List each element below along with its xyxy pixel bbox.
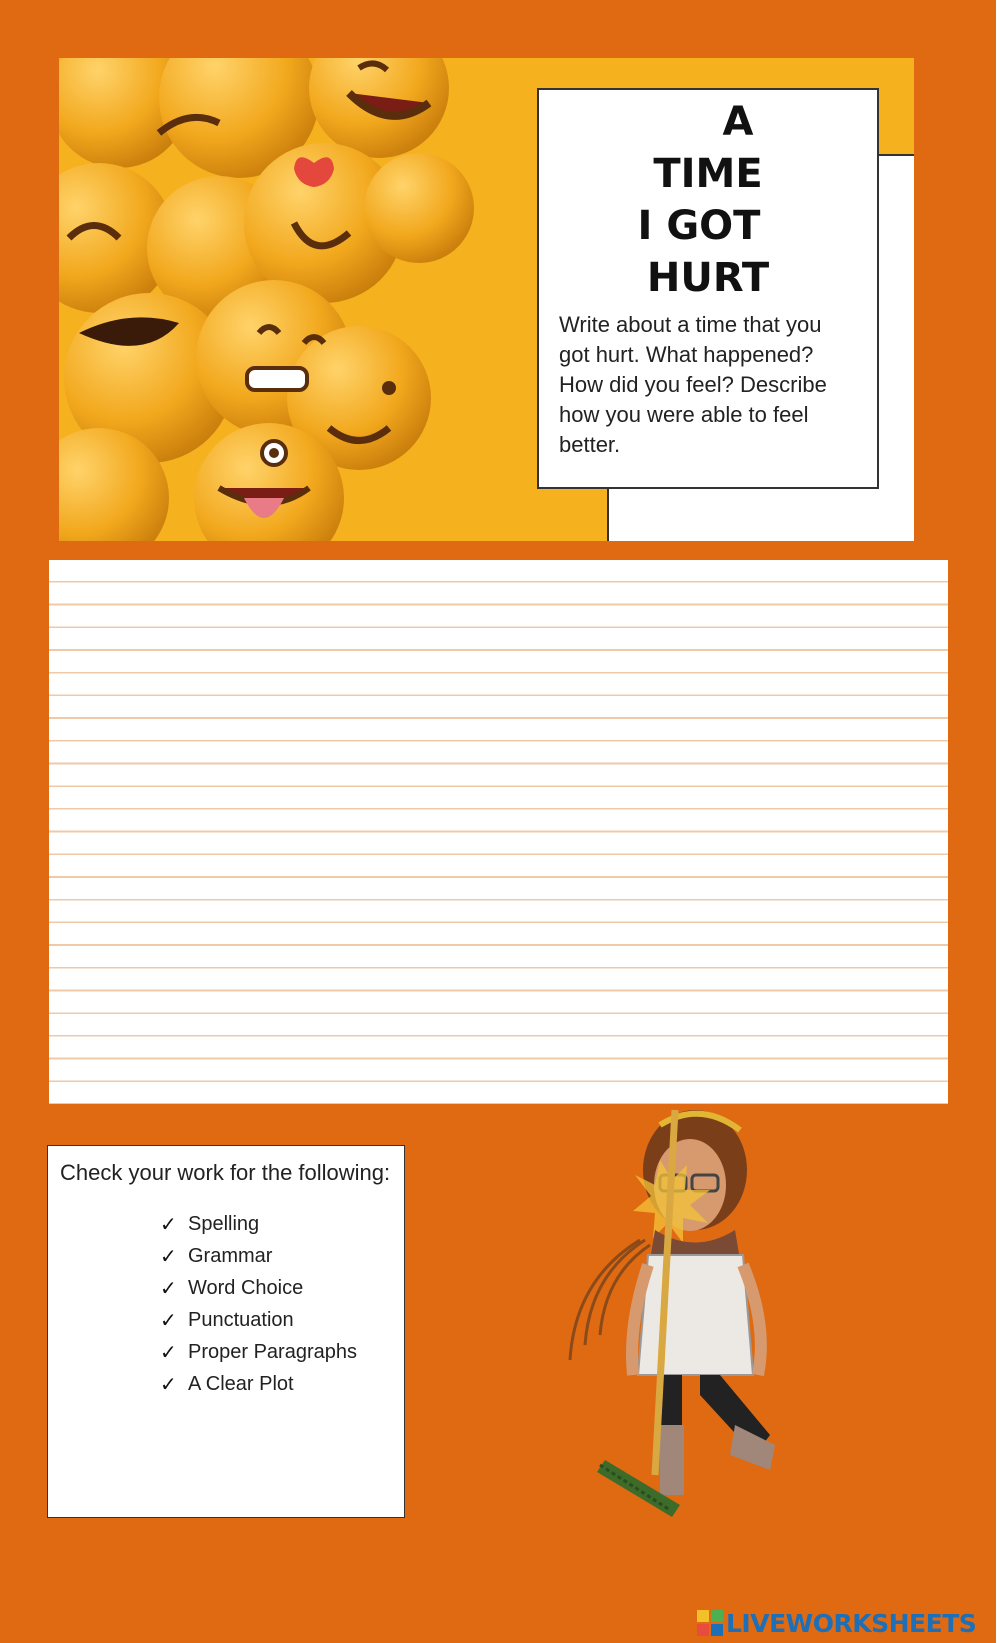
checklist-item-label: Grammar: [188, 1244, 273, 1267]
checklist-item: [160, 1272, 392, 1304]
lined-writing-area[interactable]: [49, 560, 948, 1104]
checklist-item-label: Proper Paragraphs: [188, 1340, 357, 1363]
checkmark-icon: ✓: [160, 1213, 177, 1236]
writing-prompt: Write about a time that you got hurt. What happened? How did you feel? Describe how you were able to feel better.: [559, 312, 827, 457]
checkmark-icon: ✓: [160, 1309, 177, 1332]
checklist-items: [60, 1208, 392, 1400]
page-edge: [996, 0, 1000, 1643]
checklist-item-label: Punctuation: [188, 1308, 294, 1331]
title-line-3: I GOT: [637, 203, 761, 249]
checklist-item: [160, 1240, 392, 1272]
checkmark-icon: ✓: [160, 1341, 177, 1364]
liveworksheets-logo-icon: [697, 1610, 723, 1636]
checklist-item: [160, 1336, 392, 1368]
checklist-item: [160, 1368, 392, 1400]
liveworksheets-logo: [697, 1608, 976, 1638]
revision-checklist: [47, 1145, 405, 1518]
checkmark-icon: ✓: [160, 1245, 177, 1268]
checklist-item-label: Word Choice: [188, 1276, 304, 1299]
checkmark-icon: ✓: [160, 1373, 177, 1396]
bitmoji-rake-accident-illustration: [560, 1105, 830, 1535]
checklist-item-label: Spelling: [188, 1212, 260, 1235]
checklist-item: [160, 1304, 392, 1336]
checklist-item-label: A Clear Plot: [188, 1372, 294, 1395]
liveworksheets-logo-text: LIVEWORKSHEETS: [726, 1608, 977, 1638]
title-line-4: HURT: [646, 255, 770, 301]
title-card: [537, 88, 879, 489]
title-line-2: TIME: [653, 151, 763, 197]
checkmark-icon: ✓: [160, 1277, 177, 1300]
checklist-heading: Check your work for the following:: [60, 1160, 391, 1185]
emoji-faces-image: [59, 58, 479, 541]
title-line-1: A: [722, 99, 754, 145]
checklist-item: [160, 1208, 392, 1240]
